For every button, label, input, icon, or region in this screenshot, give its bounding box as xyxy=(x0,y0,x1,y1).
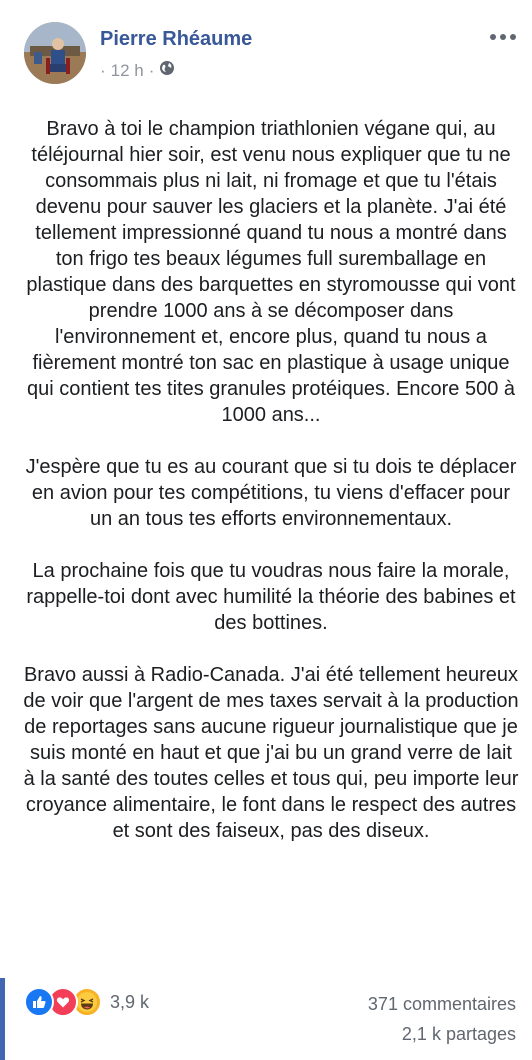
meta-separator-dot: · xyxy=(100,60,106,80)
shares-count[interactable]: 2,1 k partages xyxy=(401,1024,516,1044)
accent-bar xyxy=(0,978,5,1060)
globe-icon[interactable] xyxy=(159,60,175,81)
more-options-icon[interactable] xyxy=(490,34,516,40)
post-meta xyxy=(100,60,175,81)
reactions-summary[interactable] xyxy=(24,987,149,1017)
comments-count[interactable]: 371 commentaires xyxy=(367,994,516,1014)
avatar[interactable] xyxy=(24,22,86,84)
post-header xyxy=(24,16,516,86)
engagement-stats xyxy=(368,989,516,1049)
post-body xyxy=(22,116,520,870)
like-icon xyxy=(24,987,54,1017)
post-time[interactable]: 12 h xyxy=(110,60,144,80)
post-paragraph: J'espère que tu es au courant que si tu dois te déplacer en avion pour tes compétitions, tu viens d'effacer pour un an tous tes efforts environnementaux. xyxy=(25,456,517,530)
post-paragraph: Bravo à toi le champion triathlonien végane qui, au téléjournal hier soir, est venu nous expliquer que tu ne consommais plus ni lait, ni fromage et que tu l'étais devenu pour sauver les glaciers et la planète. J'ai été tellement impressionné quand tu nous a montré dans ton frigo tes beaux légumes full suremballage en plastique dans des barquettes en styromousse qui vont prendre 1000 ans à se décomposer dans l'environnement et, encore plus, quand tu nous a fièrement montré ton sac en plastique à usage unique qui contient tes tites granules protéiques. Encore 500 à 1000 ans... xyxy=(26,118,516,426)
post-footer xyxy=(24,985,516,1055)
author-name[interactable]: Pierre Rhéaume xyxy=(100,28,253,50)
post-paragraph: Bravo aussi à Radio-Canada. J'ai été tellement heureux de voir que l'argent de mes taxes servait à la production de reportages sans aucune rigueur journalistique que je suis monté en haut et que j'ai bu un grand verre de lait à la santé des toutes celles et tous qui, peu importe leur croyance alimentaire, le font dans le respect des autres et sont des faiseux, pas des diseux. xyxy=(23,664,519,842)
post-paragraph: La prochaine fois que tu voudras nous faire la morale, rappelle-toi dont avec humilité la théorie des babines et des bottines. xyxy=(26,560,516,634)
meta-separator-dot: · xyxy=(148,60,155,80)
reaction-count: 3,9 k xyxy=(110,991,150,1012)
